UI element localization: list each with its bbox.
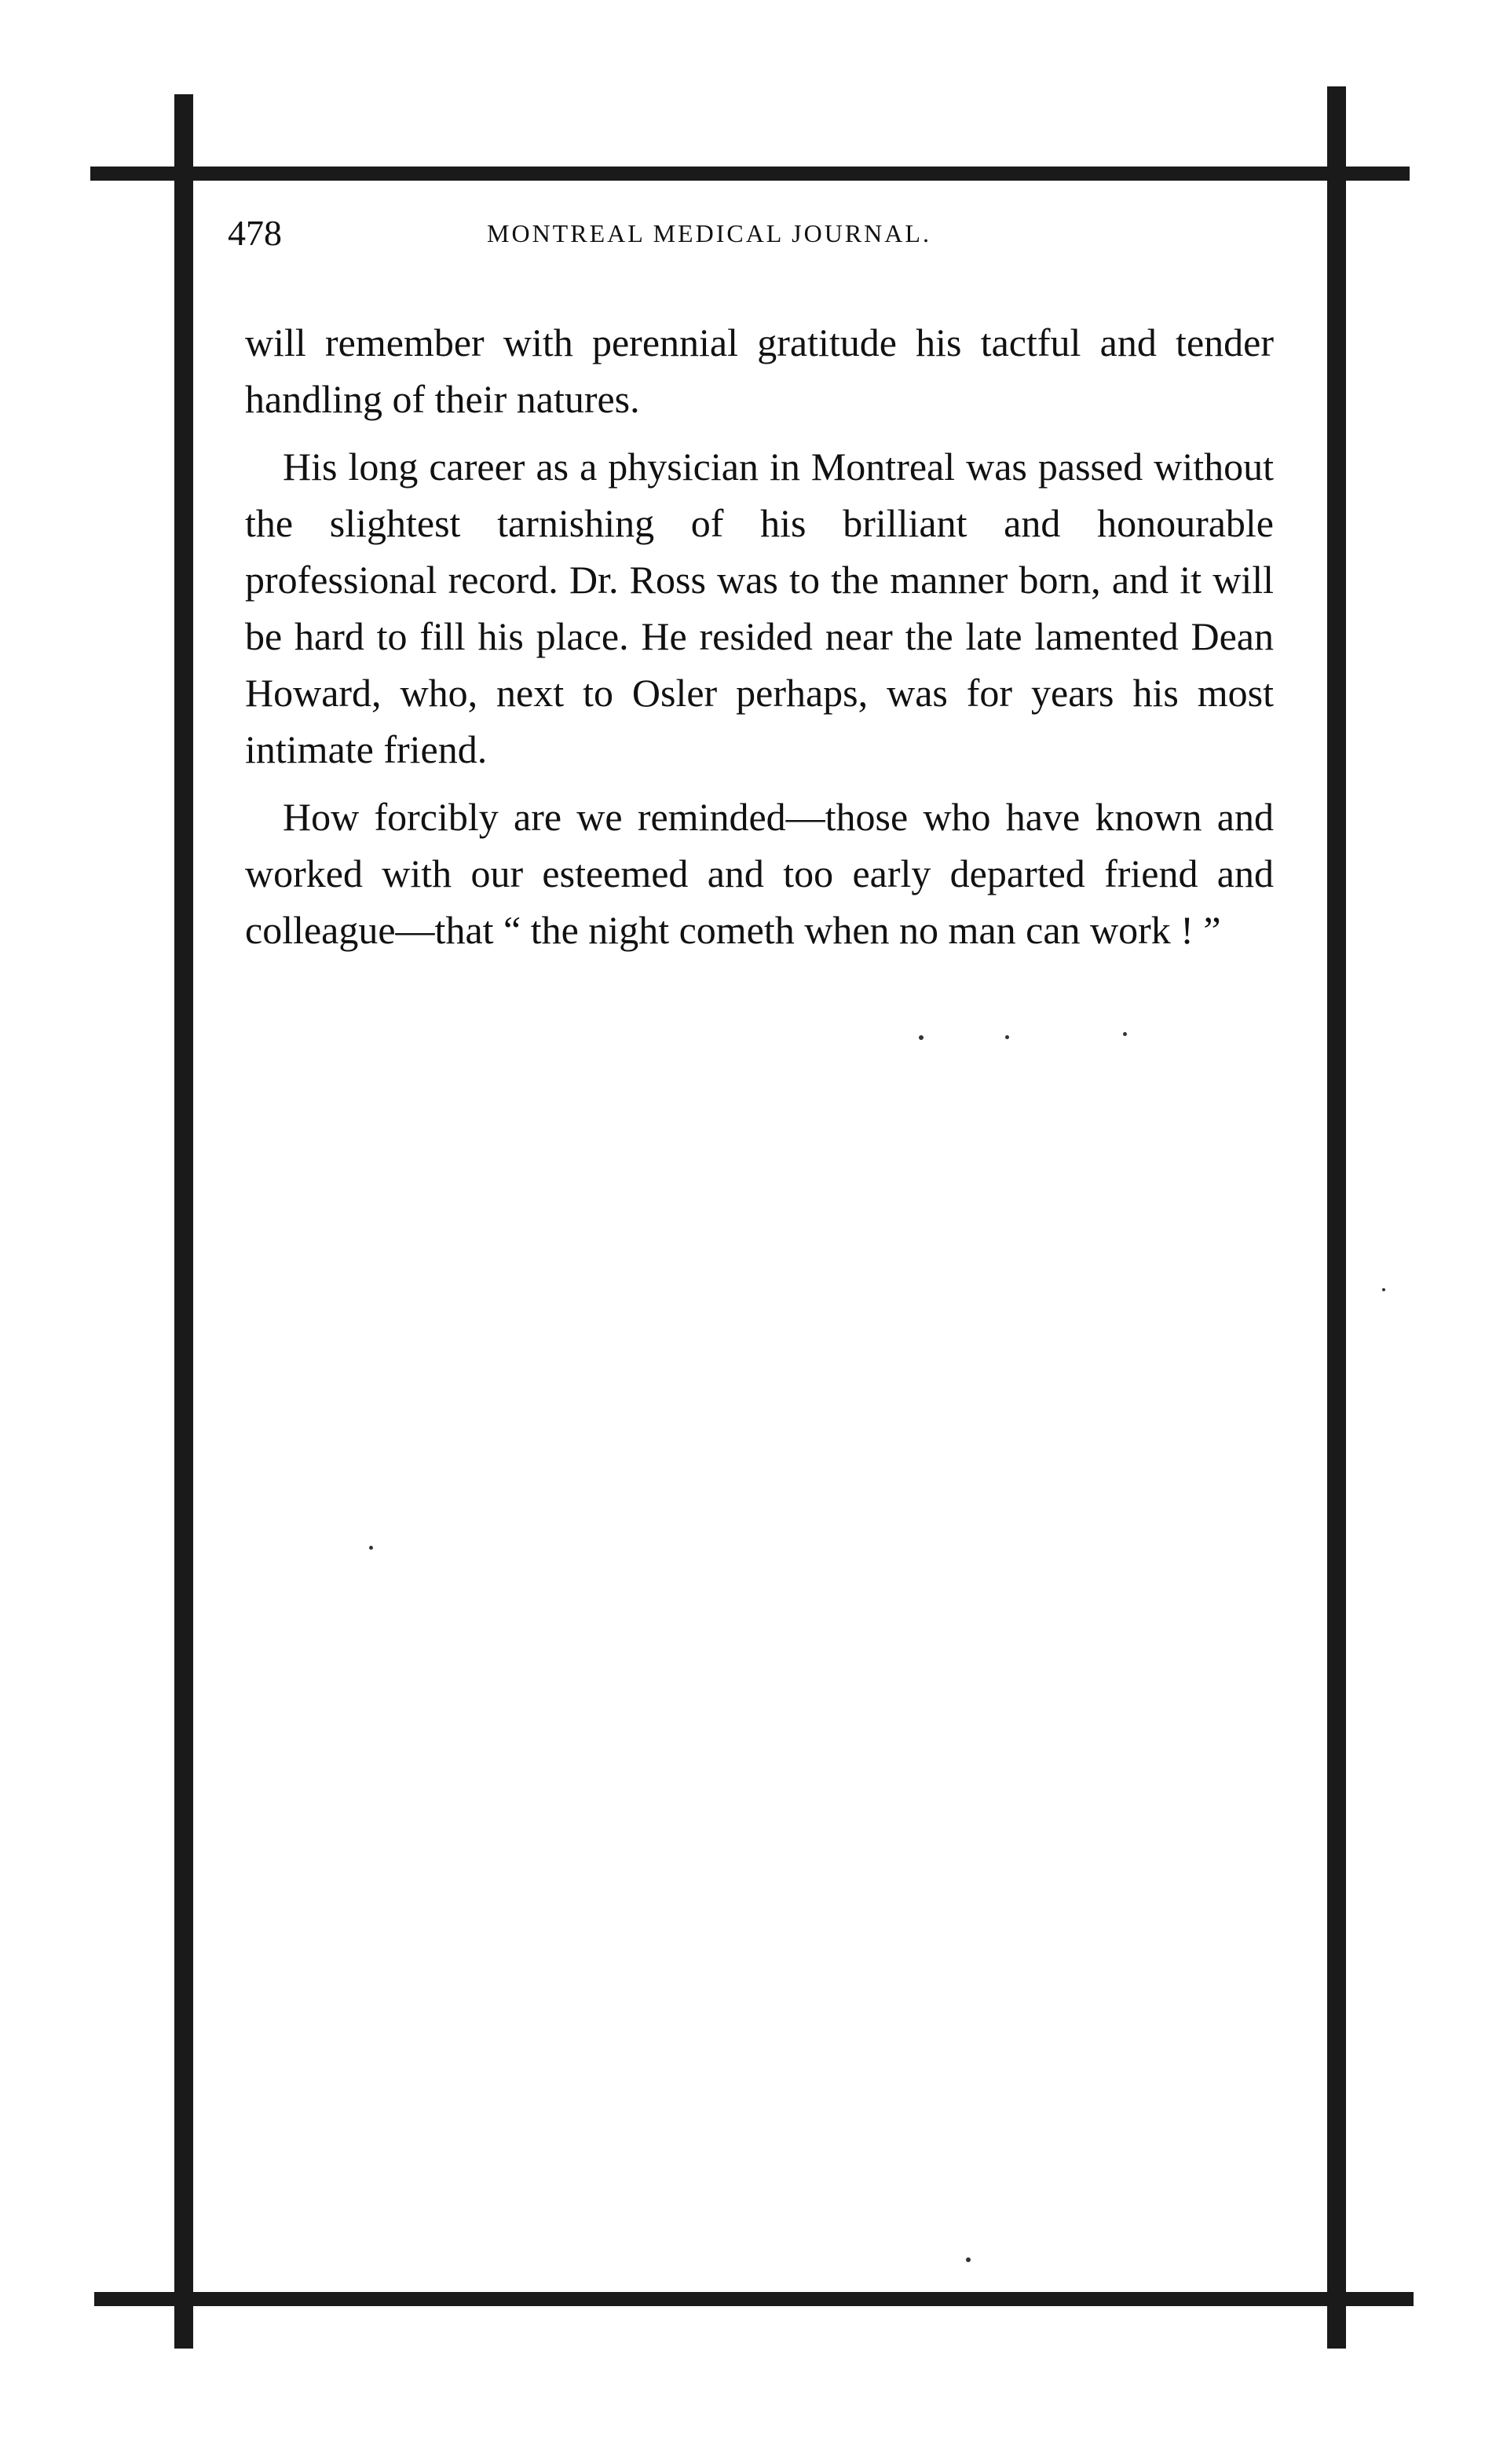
paragraph: How forcibly are we reminded—those who have known and worked with our esteemed and too early departed friend and colleague—that “ the night cometh when no man can work ! ” — [245, 795, 1274, 952]
print-speck — [1123, 1032, 1127, 1036]
print-speck — [369, 1546, 373, 1550]
paragraph: His long career as a physician in Montreal was passed without the slightest tarnishing of his brilliant and honourable professional record. Dr. Ross was to the manner born, and it will be hard to fill his place. He resided near the late lamented Dean Howard, who, next to Osler perhaps, was for years his most intimate friend. — [245, 445, 1274, 771]
top-border-rule — [90, 167, 1410, 181]
print-speck — [966, 2257, 971, 2262]
paragraph: will remember with perennial gratitude his tactful and tender handling of their natures. — [245, 320, 1274, 421]
page-number: 478 — [228, 213, 282, 253]
article-body — [245, 314, 1274, 969]
print-speck — [1382, 1288, 1385, 1291]
bottom-border-rule — [94, 2292, 1414, 2306]
left-border-rule — [174, 94, 193, 2349]
print-speck — [919, 1035, 924, 1040]
running-head — [228, 206, 1272, 261]
journal-title: MONTREAL MEDICAL JOURNAL. — [487, 219, 931, 247]
right-border-rule — [1327, 86, 1346, 2349]
print-speck — [1005, 1035, 1009, 1039]
